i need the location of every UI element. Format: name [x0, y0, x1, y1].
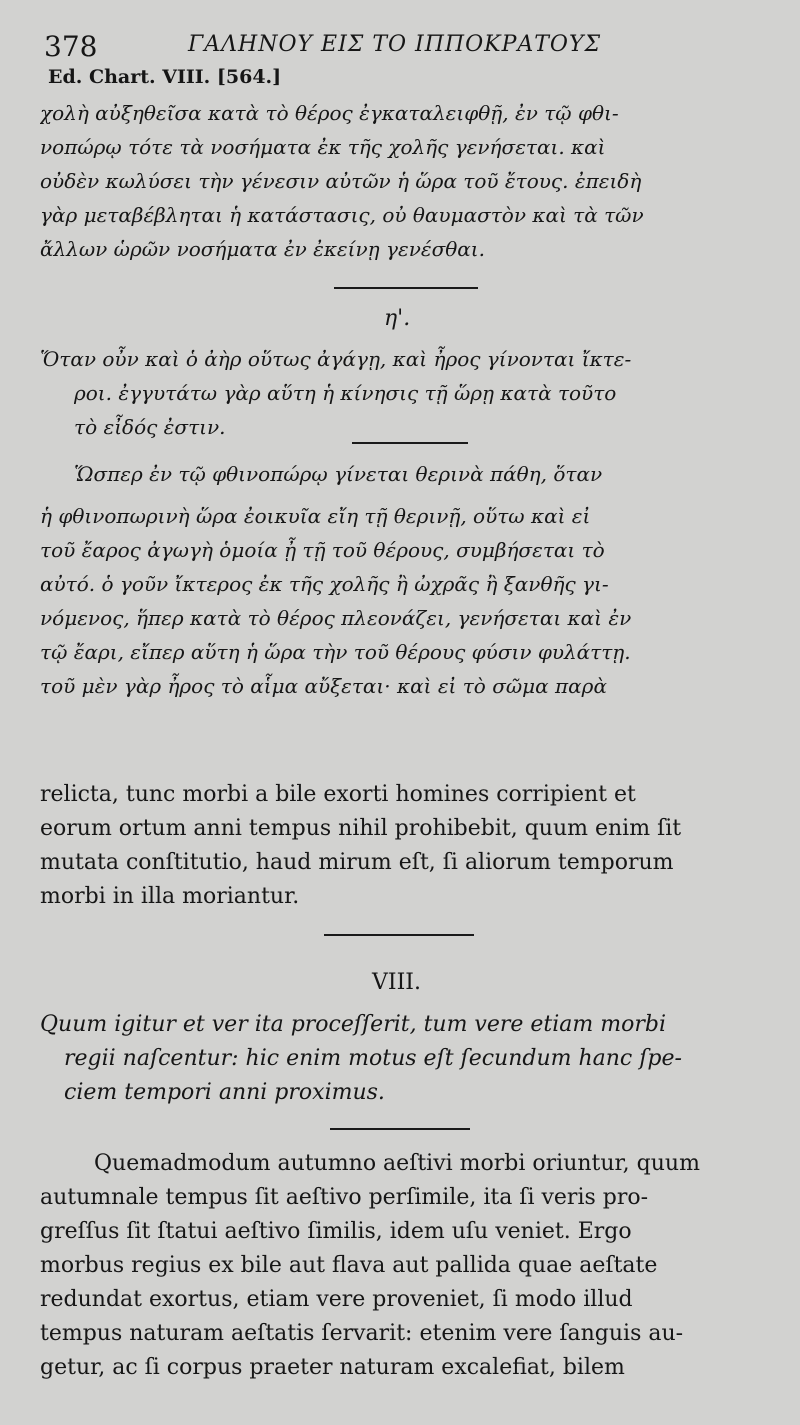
text-line: eorum ortum anni tempus nihil prohibebit, quum enim ſit — [40, 816, 682, 841]
text-line: γὰρ μεταβέβληται ἡ κατάστασις, οὐ θαυμαστὸν καὶ τὰ τῶν — [40, 203, 644, 227]
text-line: tempus naturam aeſtatis ſervarit: etenim vere ſanguis au- — [40, 1321, 684, 1346]
text-line: Ὥσπερ ἐν τῷ φθινοπώρῳ γίνεται θερινὰ πάθη, ὅταν — [74, 462, 603, 486]
text-line: morbus regius ex bile aut flava aut pallida quae aeſtate — [40, 1253, 658, 1278]
text-line: νόμενος, ἥπερ κατὰ τὸ θέρος πλεονάζει, γενήσεται καὶ ἐν — [40, 606, 632, 630]
text-line: Ὅταν οὖν καὶ ὁ ἀὴρ οὕτως ἀγάγῃ, καὶ ἦρος γίνονται ἴκτε- — [40, 347, 632, 371]
section-divider — [330, 1128, 470, 1130]
text-line: greſſus ſit ſtatui aeſtivo ſimilis, idem uſu veniet. Ergo — [40, 1219, 632, 1244]
greek-section-number: η'. — [384, 306, 411, 331]
latin-section-number: VIII. — [372, 970, 421, 995]
section-divider — [324, 934, 474, 936]
text-line: Quemadmodum autumno aeſtivi morbi oriuntur, quum — [94, 1151, 700, 1176]
text-line: ἄλλων ὡρῶν νοσήματα ἐν ἐκείνῃ γενέσθαι. — [40, 237, 485, 261]
text-line: τοῦ μὲν γὰρ ἦρος τὸ αἷμα αὔξεται· καὶ εἰ τὸ σῶμα παρὰ — [40, 674, 607, 698]
text-line: οὐδὲν κωλύσει τὴν γένεσιν αὐτῶν ἡ ὥρα τοῦ ἔτους. ἐπειδὴ — [40, 169, 642, 193]
text-line: ροι. ἐγγυτάτω γὰρ αὕτη ἡ κίνησις τῇ ὥρῃ κατὰ τοῦτο — [74, 381, 617, 405]
running-head: ΓΑΛΗΝΟΥ ΕΙΣ ΤΟ ΙΠΠΟΚΡΑΤΟΥΣ — [188, 32, 602, 57]
text-line: Quum igitur et ver ita proceſſerit, tum vere etiam morbi — [40, 1012, 667, 1037]
text-line: χολὴ αὐξηθεῖσα κατὰ τὸ θέρος ἐγκαταλειφθῇ, ἐν τῷ φθι- — [40, 101, 619, 125]
section-divider — [352, 442, 468, 444]
text-line: ἡ φθινοπωρινὴ ὥρα ἐοικυῖα εἴη τῇ θερινῇ, οὕτω καὶ εἰ — [40, 504, 591, 528]
text-line: τῷ ἔαρι, εἴπερ αὕτη ἡ ὥρα τὴν τοῦ θέρους φύσιν φυλάττῃ. — [40, 640, 631, 664]
text-line: regii naſcentur: hic enim motus eſt ſecundum hanc ſpe- — [64, 1046, 682, 1071]
text-line: mutata conſtitutio, haud mirum eſt, ſi aliorum temporum — [40, 850, 674, 875]
text-line: τὸ εἶδός ἐστιν. — [74, 415, 226, 439]
text-line: relicta, tunc morbi a bile exorti homines corripient et — [40, 782, 636, 807]
text-line: getur, ac ſi corpus praeter naturam excalefiat, bilem — [40, 1355, 625, 1380]
edition-reference: Ed. Chart. VIII. [564.] — [48, 66, 282, 88]
text-line: τοῦ ἔαρος ἀγωγὴ ὁμοία ᾖ τῇ τοῦ θέρους, συμβήσεται τὸ — [40, 538, 605, 562]
section-divider — [334, 287, 478, 289]
text-line: autumnale tempus ſit aeſtivo perſimile, ita ſi veris pro- — [40, 1185, 649, 1210]
text-line: αὐτό. ὁ γοῦν ἴκτερος ἐκ τῆς χολῆς ἢ ὠχρᾶς ἢ ξανθῆς γι- — [40, 572, 609, 596]
text-line: redundat exortus, etiam vere proveniet, ſi modo illud — [40, 1287, 633, 1312]
text-line: morbi in illa moriantur. — [40, 884, 300, 909]
page-number: 378 — [44, 30, 98, 63]
text-line: ciem tempori anni proximus. — [64, 1080, 385, 1105]
text-line: νοπώρῳ τότε τὰ νοσήματα ἐκ τῆς χολῆς γενήσεται. καὶ — [40, 135, 606, 159]
